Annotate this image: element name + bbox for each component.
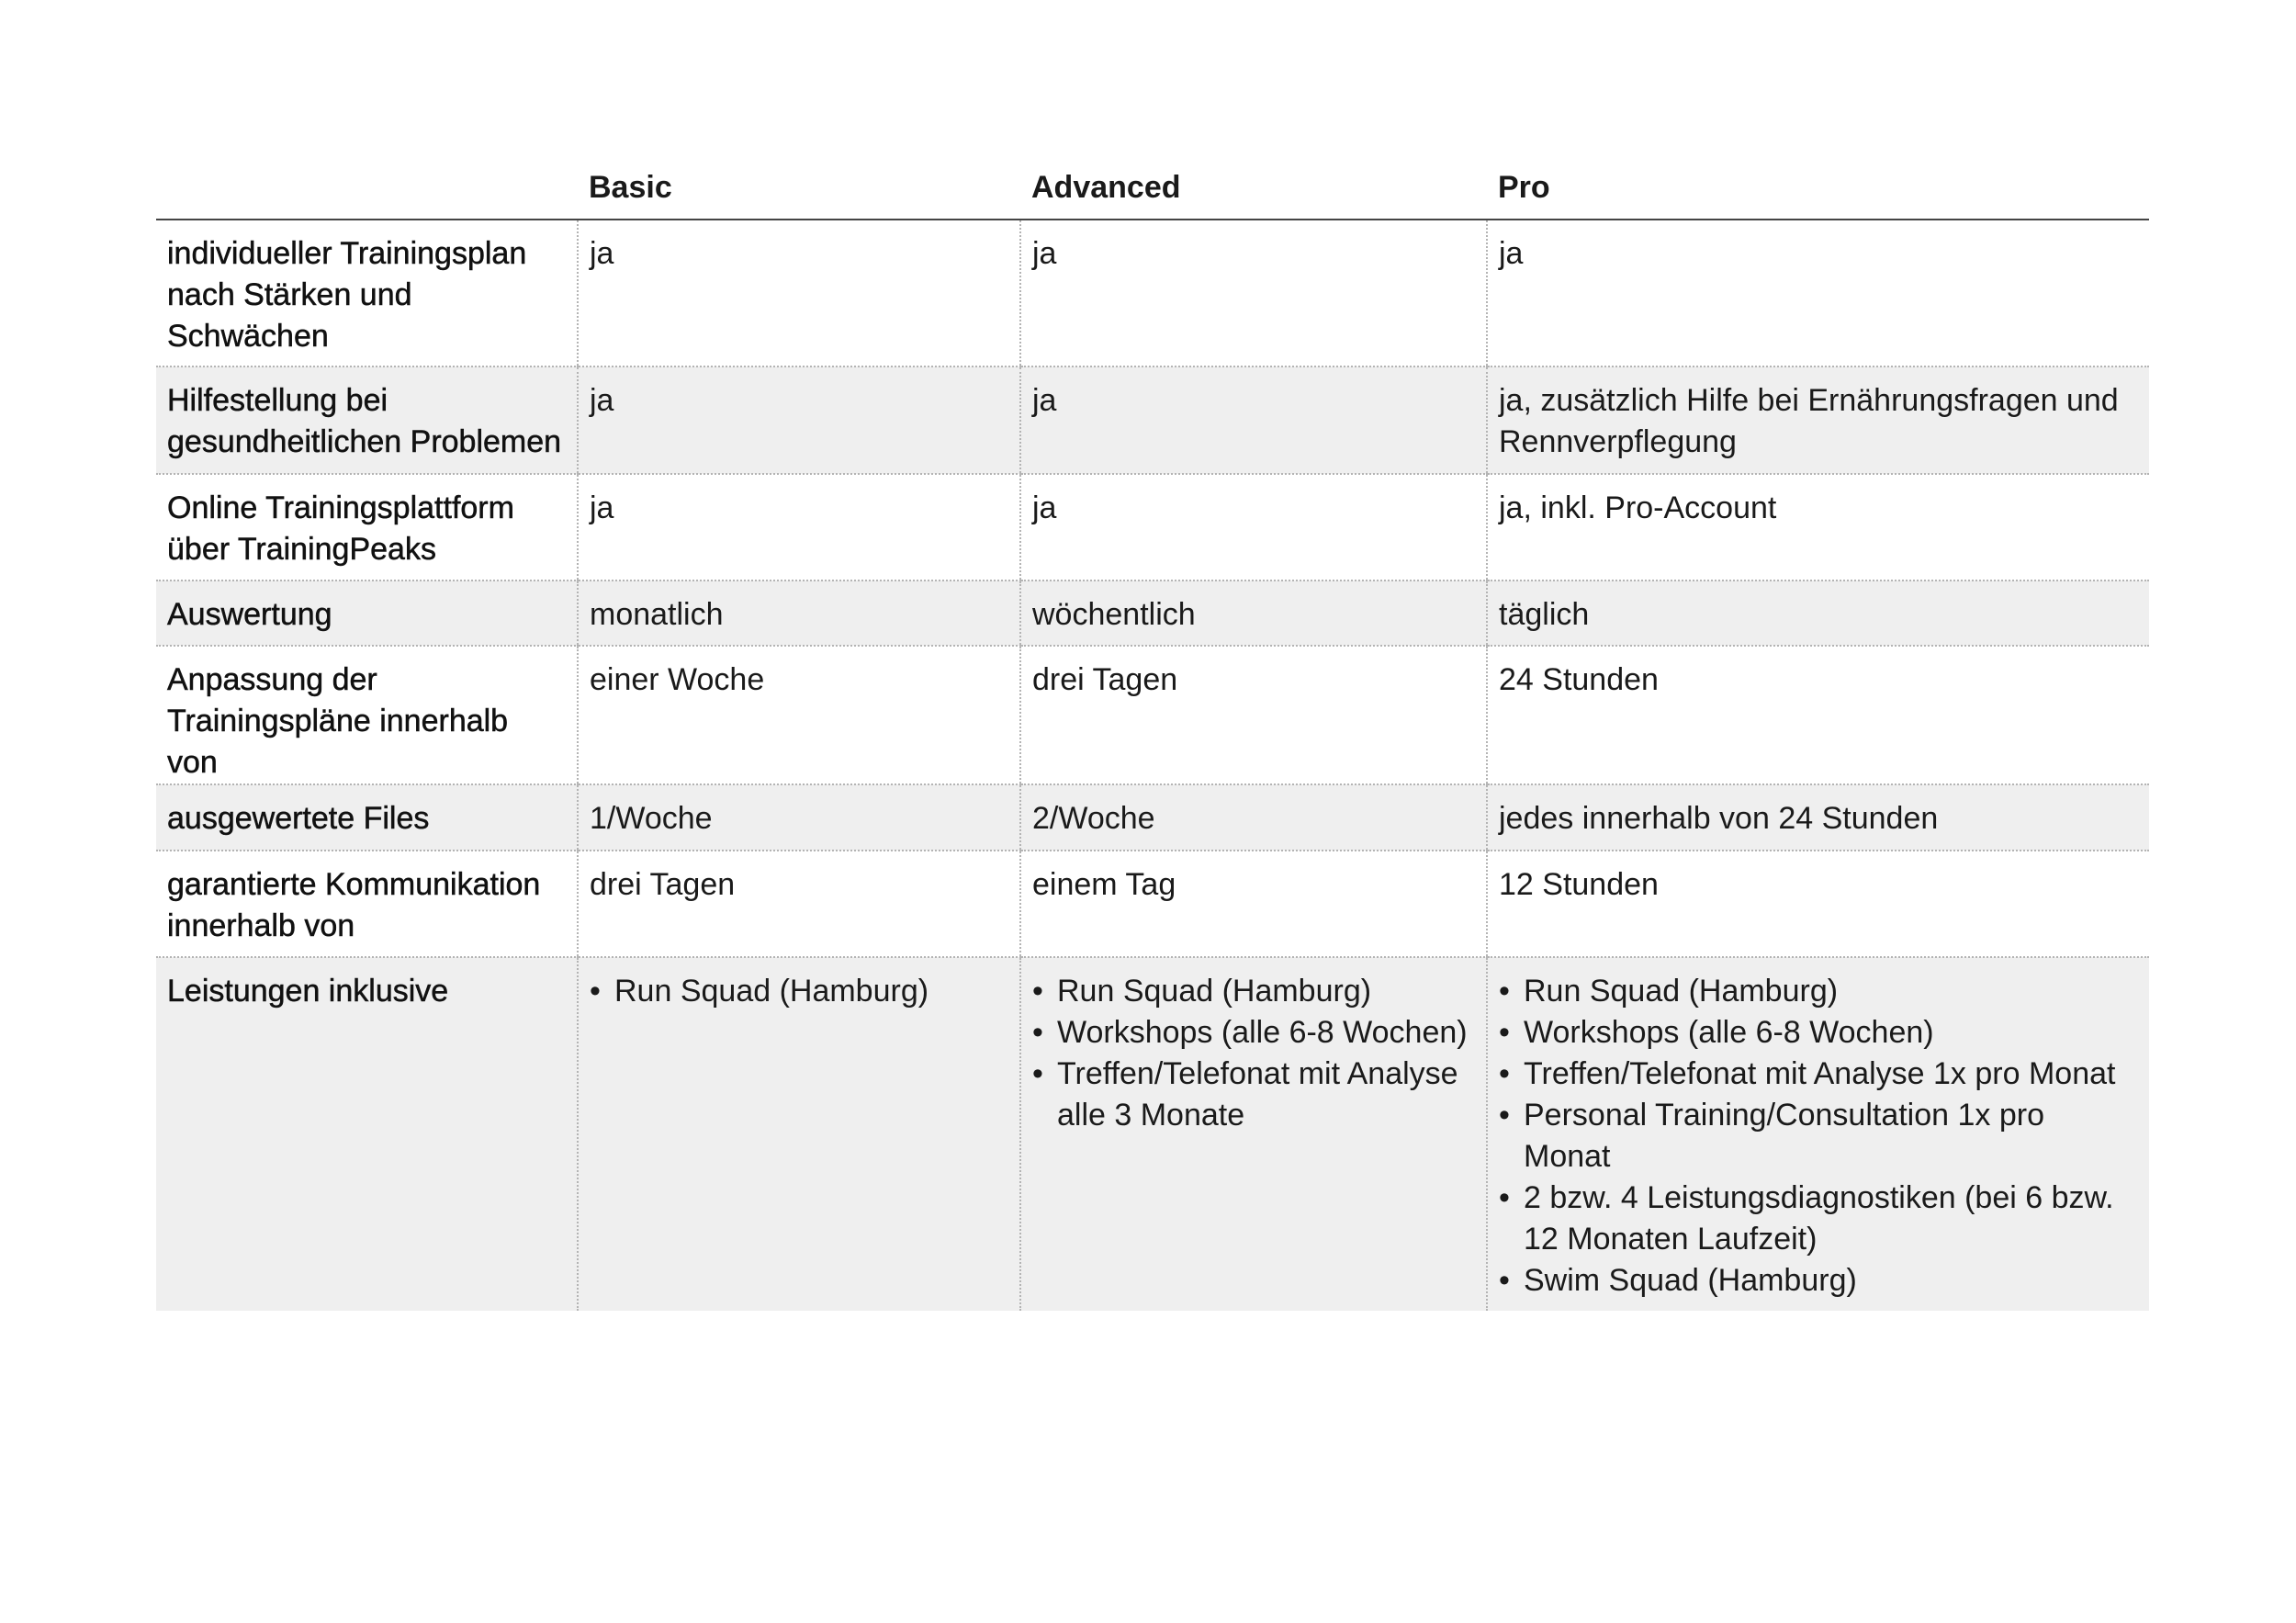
table-row: [156, 784, 2149, 851]
row-label: Hilfestellung bei gesundheitlichen Problemen: [156, 366, 578, 474]
row-label: individueller Trainingsplan nach Stärken und Schwächen: [156, 220, 578, 366]
cell-advanced: ja: [1020, 220, 1487, 366]
cell-pro: ja, zusätzlich Hilfe bei Ernährungsfragen und Rennverpflegung: [1487, 366, 2149, 474]
table-row-included: [156, 957, 2149, 1311]
cell-advanced: ja: [1020, 366, 1487, 474]
cell-basic: ja: [578, 474, 1020, 580]
cell-advanced: ja: [1020, 474, 1487, 580]
included-list-pro: [1499, 971, 2138, 1302]
row-label: Online Trainingsplattform über TrainingPeaks: [156, 474, 578, 580]
row-label: garantierte Kommunikation innerhalb von: [156, 851, 578, 957]
table-row: [156, 220, 2149, 366]
list-item: • Run Squad (Hamburg): [1032, 971, 1475, 1012]
cell-pro: 12 Stunden: [1487, 851, 2149, 957]
table-row: [156, 851, 2149, 957]
list-item: • Run Squad (Hamburg): [1499, 971, 2138, 1012]
comparison-table-container: [156, 165, 2149, 1311]
header-advanced: Advanced: [1020, 165, 1487, 220]
table-row: [156, 474, 2149, 580]
cell-basic: drei Tagen: [578, 851, 1020, 957]
cell-advanced: wöchentlich: [1020, 580, 1487, 646]
table-row: [156, 580, 2149, 646]
cell-basic: ja: [578, 366, 1020, 474]
list-item: • Workshops (alle 6-8 Wochen): [1499, 1012, 2138, 1054]
cell-basic: 1/Woche: [578, 784, 1020, 851]
included-list-advanced: [1032, 971, 1475, 1136]
cell-advanced: 2/Woche: [1020, 784, 1487, 851]
cell-pro: ja: [1487, 220, 2149, 366]
table-header-row: [156, 165, 2149, 220]
cell-basic: monatlich: [578, 580, 1020, 646]
cell-advanced: drei Tagen: [1020, 646, 1487, 784]
plan-comparison-table: [156, 165, 2149, 1311]
list-item: • Personal Training/Consultation 1x pro Monat: [1499, 1095, 2138, 1178]
cell-basic: einer Woche: [578, 646, 1020, 784]
list-item: • Treffen/Telefonat mit Analyse alle 3 Monate: [1032, 1054, 1475, 1136]
row-label: Anpassung der Trainingspläne innerhalb von: [156, 646, 578, 784]
list-item: • Workshops (alle 6-8 Wochen): [1032, 1012, 1475, 1054]
header-feature: [156, 165, 578, 220]
row-label: Leistungen inklusive: [156, 957, 578, 1311]
row-label: ausgewertete Files: [156, 784, 578, 851]
list-item: • 2 bzw. 4 Leistungsdiagnostiken (bei 6 bzw. 12 Monaten Laufzeit): [1499, 1178, 2138, 1260]
header-pro: Pro: [1487, 165, 2149, 220]
cell-basic: ja: [578, 220, 1020, 366]
included-list-basic: [590, 971, 1008, 1012]
cell-pro: [1487, 957, 2149, 1311]
row-label: Auswertung: [156, 580, 578, 646]
cell-pro: täglich: [1487, 580, 2149, 646]
table-row: [156, 646, 2149, 784]
cell-basic: [578, 957, 1020, 1311]
list-item: • Run Squad (Hamburg): [590, 971, 1008, 1012]
cell-advanced: [1020, 957, 1487, 1311]
cell-advanced: einem Tag: [1020, 851, 1487, 957]
cell-pro: 24 Stunden: [1487, 646, 2149, 784]
cell-pro: jedes innerhalb von 24 Stunden: [1487, 784, 2149, 851]
cell-pro: ja, inkl. Pro-Account: [1487, 474, 2149, 580]
table-row: [156, 366, 2149, 474]
list-item: • Treffen/Telefonat mit Analyse 1x pro Monat: [1499, 1054, 2138, 1095]
list-item: • Swim Squad (Hamburg): [1499, 1260, 2138, 1302]
header-basic: Basic: [578, 165, 1020, 220]
